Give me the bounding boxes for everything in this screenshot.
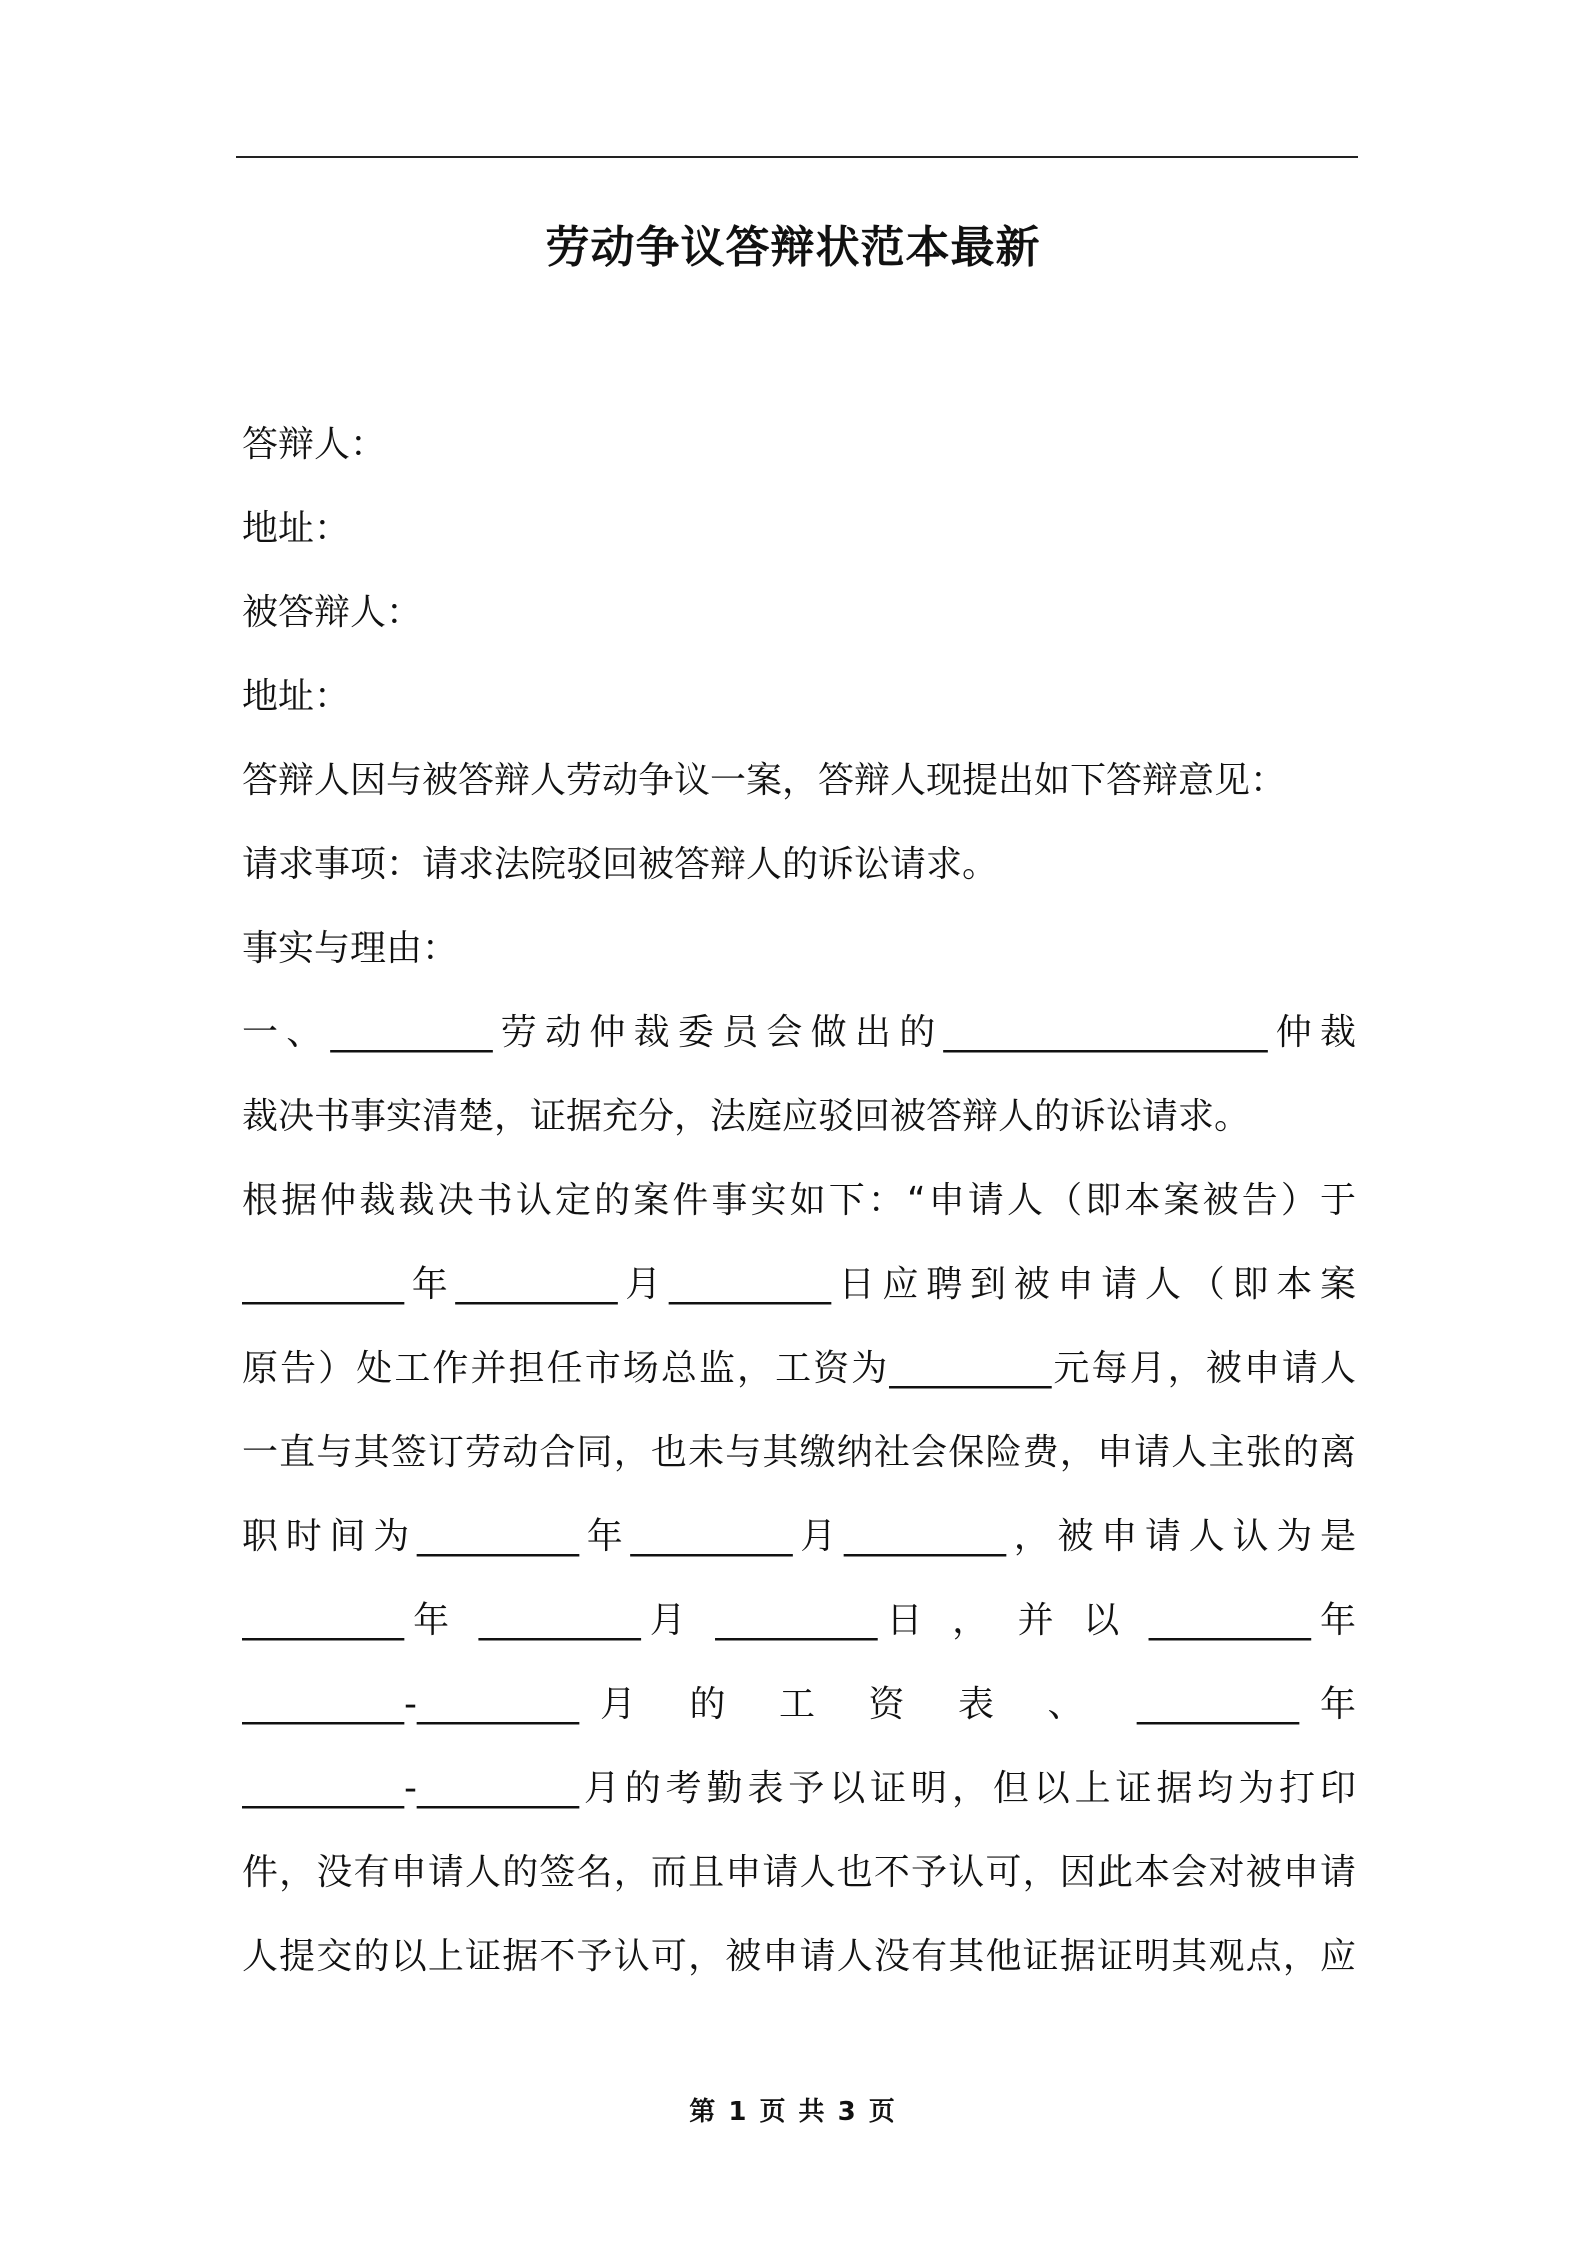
request-items: 请求事项：请求法院驳回被答辩人的诉讼请求。 bbox=[242, 844, 999, 885]
body-line: 一直与其签订劳动合同，也未与其缴纳社会保险费，申请人主张的离 bbox=[242, 1432, 1356, 1473]
body-line: 一、_________劳动仲裁委员会做出的__________________仲裁 bbox=[242, 1012, 1356, 1053]
facts-heading: 事实与理由： bbox=[242, 928, 459, 969]
body-line: _________年_________月_________日应聘到被申请人（即本案 bbox=[242, 1264, 1356, 1305]
body-line: 职时间为_________年_________月_________，被申请人认为是 bbox=[242, 1516, 1356, 1557]
body-line: _________-_________月的考勤表予以证明，但以上证据均为打印 bbox=[242, 1768, 1356, 1809]
header-rule bbox=[236, 156, 1358, 158]
body-line: 件，没有申请人的签名，而且申请人也不予认可，因此本会对被申请 bbox=[242, 1852, 1356, 1893]
body-line: 人提交的以上证据不予认可，被申请人没有其他证据证明其观点，应 bbox=[242, 1936, 1356, 1977]
body-line: 裁决书事实清楚，证据充分，法庭应驳回被答辩人的诉讼请求。 bbox=[242, 1096, 1251, 1137]
respondent-label: 答辩人： bbox=[242, 424, 387, 465]
body-line: 原告）处工作并担任市场总监，工资为_________元每月，被申请人 bbox=[242, 1348, 1356, 1389]
respondent-address-label: 地址： bbox=[242, 508, 351, 549]
page-number: 第 1 页 共 3 页 bbox=[689, 2097, 897, 2127]
document-body bbox=[242, 403, 1356, 1999]
document-title: 劳动争议答辩状范本最新 bbox=[545, 222, 1041, 273]
body-line: _________年 _________月 _________日 ， 并 以 _________年 bbox=[242, 1600, 1356, 1641]
claimant-label: 被答辩人： bbox=[242, 592, 423, 633]
claimant-address-label: 地址： bbox=[242, 676, 351, 717]
body-line: _________-_________月 的 工 资 表 、 _________年 bbox=[242, 1684, 1356, 1725]
body-line: 根据仲裁裁决书认定的案件事实如下：“申请人（即本案被告）于 bbox=[242, 1180, 1356, 1221]
intro-paragraph: 答辩人因与被答辩人劳动争议一案，答辩人现提出如下答辩意见： bbox=[242, 760, 1287, 801]
